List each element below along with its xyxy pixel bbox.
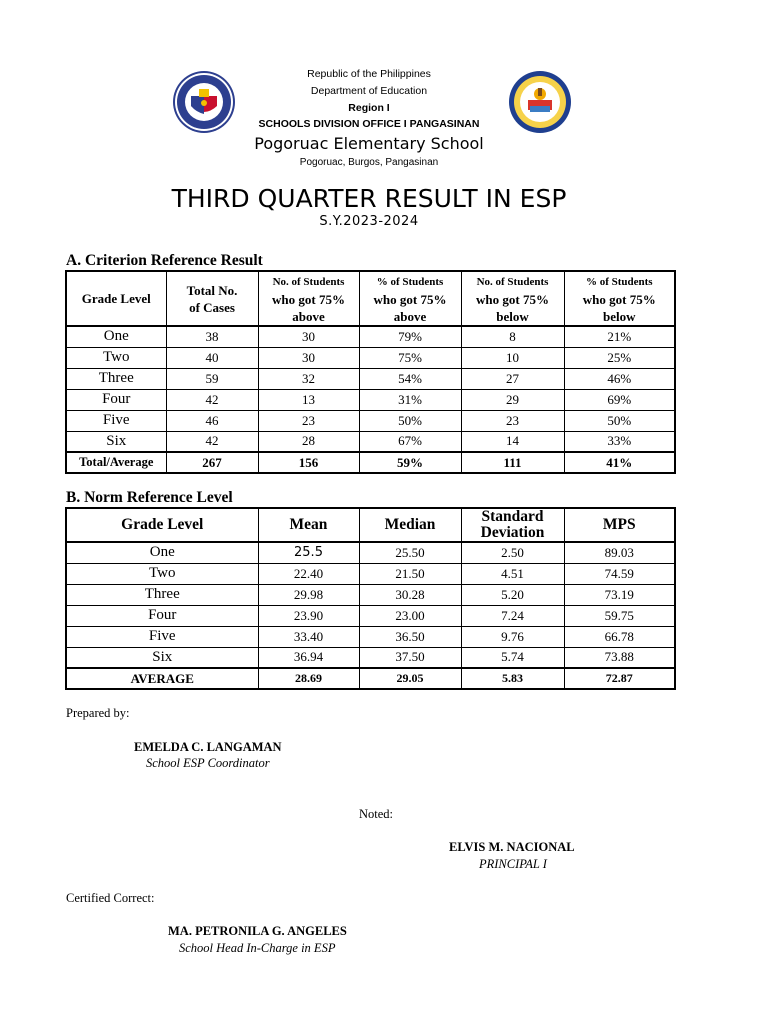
table-row	[66, 347, 675, 368]
col-header-mean: Mean	[258, 508, 359, 542]
mean-cell: 29.98	[258, 584, 359, 605]
grade-cell: Six	[66, 647, 258, 668]
mps-average: 72.87	[564, 668, 675, 689]
average-label-cell: AVERAGE	[66, 668, 258, 689]
median-cell: 36.50	[359, 626, 461, 647]
pct-below-cell: 50%	[564, 410, 675, 431]
no-below-cell: 10	[461, 347, 564, 368]
table-row	[66, 626, 675, 647]
median-average: 29.05	[359, 668, 461, 689]
table-header-row	[66, 508, 675, 542]
pct-above-cell: 79%	[359, 326, 461, 347]
pct-below-cell: 46%	[564, 368, 675, 389]
std-dev-cell: 5.20	[461, 584, 564, 605]
department-line: Department of Education	[310, 85, 428, 97]
mean-cell: 23.90	[258, 605, 359, 626]
grade-cell: One	[66, 326, 166, 347]
table-row	[66, 542, 675, 563]
grade-cell: Three	[66, 584, 258, 605]
no-below-total: 111	[461, 452, 564, 473]
school-address: Pogoruac, Burgos, Pangasinan	[299, 157, 439, 168]
grade-cell: Two	[66, 563, 258, 584]
no-above-cell: 30	[258, 347, 359, 368]
pct-below-cell: 33%	[564, 431, 675, 452]
pct-above-cell: 75%	[359, 347, 461, 368]
std-dev-average: 5.83	[461, 668, 564, 689]
page-title: THIRD QUARTER RESULT IN ESP	[171, 184, 567, 213]
total-cases-cell: 38	[166, 326, 258, 347]
criterion-reference-table	[65, 270, 676, 474]
no-above-cell: 28	[258, 431, 359, 452]
col-header-no-above: No. of Students who got 75% above	[258, 271, 359, 326]
mean-cell: 22.40	[258, 563, 359, 584]
table-row	[66, 563, 675, 584]
col-header-median: Median	[359, 508, 461, 542]
prepared-by-name: EMELDA C. LANGAMAN	[134, 740, 282, 754]
table-row	[66, 584, 675, 605]
mps-cell: 66.78	[564, 626, 675, 647]
division-line: SCHOOLS DIVISION OFFICE I PANGASINAN	[258, 118, 480, 130]
noted-label: Noted:	[359, 807, 394, 821]
grade-cell: Six	[66, 431, 166, 452]
certified-by-role: School Head In-Charge in ESP	[179, 941, 336, 955]
pct-above-cell: 54%	[359, 368, 461, 389]
table-row	[66, 431, 675, 452]
mps-cell: 73.88	[564, 647, 675, 668]
table-header-row	[66, 271, 675, 326]
no-above-cell: 32	[258, 368, 359, 389]
mps-cell: 73.19	[564, 584, 675, 605]
total-cases-cell: 46	[166, 410, 258, 431]
std-dev-cell: 2.50	[461, 542, 564, 563]
pct-below-cell: 25%	[564, 347, 675, 368]
pct-above-total: 59%	[359, 452, 461, 473]
certified-correct-label: Certified Correct:	[66, 891, 155, 905]
median-cell: 30.28	[359, 584, 461, 605]
no-below-cell: 14	[461, 431, 564, 452]
table-row	[66, 389, 675, 410]
mean-cell: 33.40	[258, 626, 359, 647]
norm-reference-table	[65, 507, 676, 690]
total-cases-cell: 59	[166, 368, 258, 389]
median-cell: 37.50	[359, 647, 461, 668]
pct-above-cell: 67%	[359, 431, 461, 452]
total-cases-total: 267	[166, 452, 258, 473]
pct-above-cell: 50%	[359, 410, 461, 431]
grade-cell: One	[66, 542, 258, 563]
std-dev-cell: 7.24	[461, 605, 564, 626]
table-row	[66, 326, 675, 347]
prepared-by-role: School ESP Coordinator	[146, 756, 270, 770]
table-row	[66, 410, 675, 431]
mps-cell: 89.03	[564, 542, 675, 563]
col-header-pct-below: % of Students who got 75% below	[564, 271, 675, 326]
median-cell: 21.50	[359, 563, 461, 584]
pct-below-cell: 69%	[564, 389, 675, 410]
grade-cell: Five	[66, 626, 258, 647]
std-dev-cell: 4.51	[461, 563, 564, 584]
no-below-cell: 27	[461, 368, 564, 389]
section-b-heading: B. Norm Reference Level	[66, 489, 233, 506]
no-above-total: 156	[258, 452, 359, 473]
mps-cell: 74.59	[564, 563, 675, 584]
col-header-no-below: No. of Students who got 75% below	[461, 271, 564, 326]
total-label-cell: Total/Average	[66, 452, 166, 473]
std-dev-cell: 5.74	[461, 647, 564, 668]
total-cases-cell: 40	[166, 347, 258, 368]
average-row	[66, 668, 675, 689]
pct-below-cell: 21%	[564, 326, 675, 347]
pct-below-total: 41%	[564, 452, 675, 473]
prepared-by-label: Prepared by:	[66, 706, 130, 720]
school-name: Pogoruac Elementary School	[254, 134, 484, 153]
grade-cell: Four	[66, 389, 166, 410]
col-header-mps: MPS	[564, 508, 675, 542]
mean-cell: 25.5	[258, 542, 359, 563]
republic-line: Republic of the Philippines	[307, 68, 431, 80]
table-row	[66, 647, 675, 668]
col-header-pct-above: % of Students who got 75% above	[359, 271, 461, 326]
col-header-grade-level: Grade Level	[66, 508, 258, 542]
certified-by-name: MA. PETRONILA G. ANGELES	[168, 924, 347, 938]
col-header-total-cases: Total No. of Cases	[166, 271, 258, 326]
grade-cell: Two	[66, 347, 166, 368]
section-a-heading: A. Criterion Reference Result	[66, 252, 263, 269]
noted-by-role: PRINCIPAL I	[479, 857, 547, 871]
region-line: Region I	[348, 102, 390, 114]
col-header-grade-level: Grade Level	[66, 271, 166, 326]
table-row	[66, 605, 675, 626]
mean-average: 28.69	[258, 668, 359, 689]
school-year: S.Y.2023-2024	[319, 214, 419, 229]
mean-cell: 36.94	[258, 647, 359, 668]
grade-cell: Three	[66, 368, 166, 389]
no-below-cell: 29	[461, 389, 564, 410]
mps-cell: 59.75	[564, 605, 675, 626]
noted-by-name: ELVIS M. NACIONAL	[449, 840, 575, 854]
no-above-cell: 23	[258, 410, 359, 431]
grade-cell: Five	[66, 410, 166, 431]
no-below-cell: 8	[461, 326, 564, 347]
total-cases-cell: 42	[166, 389, 258, 410]
total-row	[66, 452, 675, 473]
pct-above-cell: 31%	[359, 389, 461, 410]
grade-cell: Four	[66, 605, 258, 626]
no-above-cell: 30	[258, 326, 359, 347]
no-above-cell: 13	[258, 389, 359, 410]
std-dev-cell: 9.76	[461, 626, 564, 647]
median-cell: 25.50	[359, 542, 461, 563]
table-row	[66, 368, 675, 389]
col-header-std-dev: Standard Deviation	[461, 508, 564, 542]
median-cell: 23.00	[359, 605, 461, 626]
no-below-cell: 23	[461, 410, 564, 431]
total-cases-cell: 42	[166, 431, 258, 452]
